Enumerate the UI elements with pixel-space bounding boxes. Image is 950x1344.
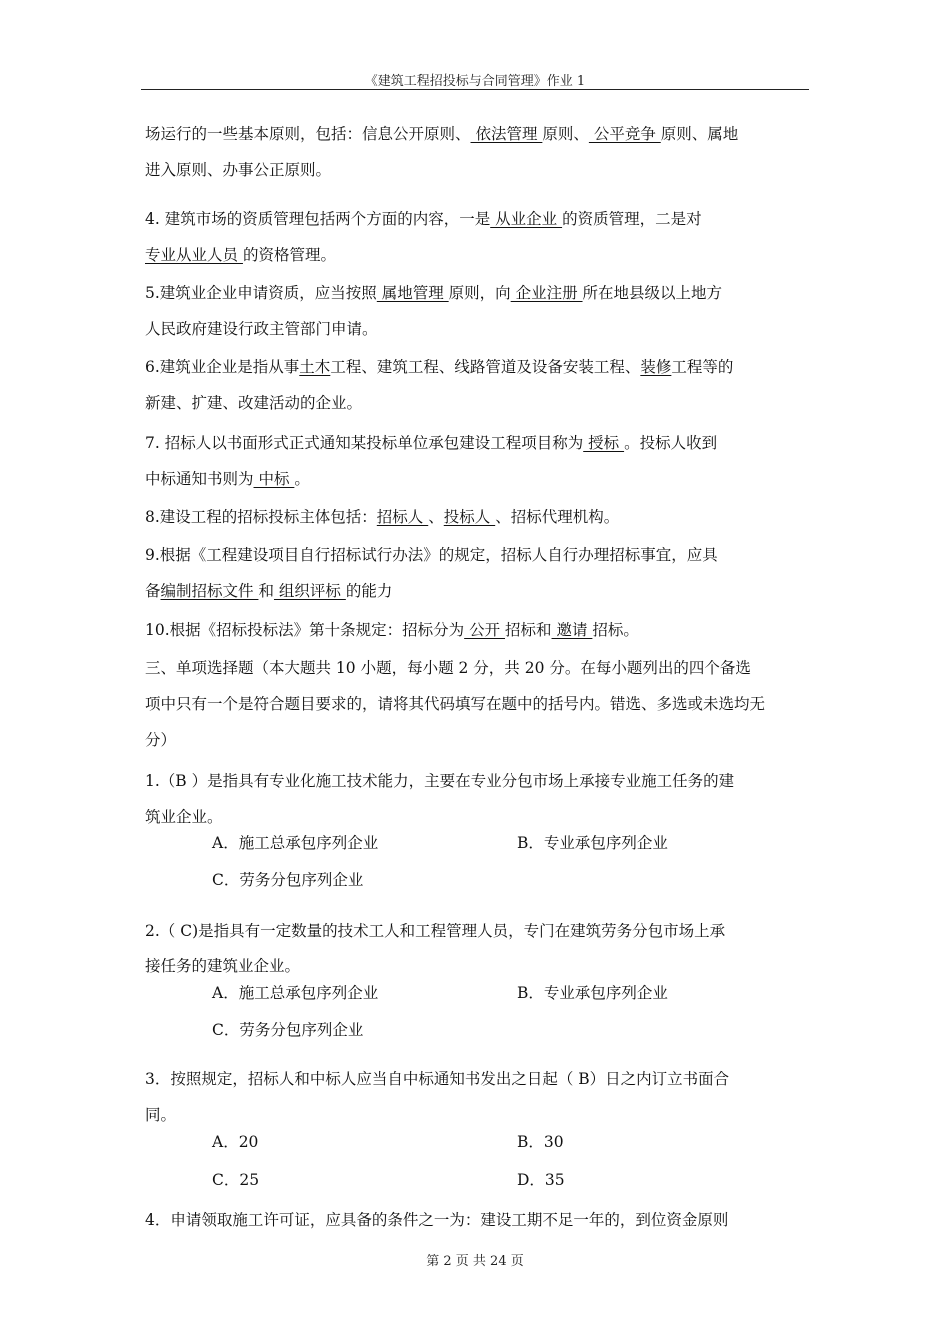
text-line xyxy=(145,433,809,453)
text-segment: 、 xyxy=(428,508,444,526)
option-q2-a: A．施工总承包序列企业 xyxy=(212,984,379,1002)
text-line xyxy=(145,1069,809,1089)
fill-in-answer: 公平竞争 xyxy=(588,125,661,143)
text-line xyxy=(145,956,809,976)
page-footer: 第 2 页 共 24 页 xyxy=(426,1254,524,1269)
text-line xyxy=(145,694,809,714)
text-segment: 场运行的一些基本原则，包括：信息公开原则、 xyxy=(145,125,471,143)
text-segment: 原则、属地 xyxy=(660,125,739,143)
text-segment: 中标通知书则为 xyxy=(145,470,254,488)
text-segment: 、招标代理机构。 xyxy=(495,508,620,526)
text-segment: 1.（B ）是指具有专业化施工技术能力，主要在专业分包市场上承接专业施工任务的建 xyxy=(145,772,735,790)
text-segment: 的能力 xyxy=(345,582,393,600)
option-q3-c: C．25 xyxy=(212,1171,260,1189)
text-line xyxy=(145,658,809,678)
fill-in-answer: 组织评标 xyxy=(273,582,346,600)
text-segment: 招标和 xyxy=(505,621,552,639)
text-segment: 新建、扩建、改建活动的企业。 xyxy=(145,394,363,412)
text-line xyxy=(145,283,809,303)
text-segment: 4. 建筑市场的资质管理包括两个方面的内容，一是 xyxy=(145,210,491,228)
option-q3-b: B．30 xyxy=(517,1133,564,1151)
text-line xyxy=(145,1210,809,1230)
option-q2-c: C．劳务分包序列企业 xyxy=(212,1021,364,1039)
text-line xyxy=(145,921,809,941)
page-header: 《建筑工程招投标与合同管理》作业 1 xyxy=(364,74,586,89)
option-q3-d: D．35 xyxy=(517,1171,565,1189)
fill-in-answer: 土木 xyxy=(299,358,331,376)
text-segment: 5.建筑业企业申请资质，应当按照 xyxy=(145,284,377,302)
text-segment: 。 xyxy=(294,470,310,488)
option-q1-c: C．劳务分包序列企业 xyxy=(212,871,364,889)
text-segment: 所在地县级以上地方 xyxy=(582,284,723,302)
text-line xyxy=(145,124,809,144)
fill-in-answer: 专业从业人员 xyxy=(145,246,243,264)
text-segment: 分） xyxy=(145,731,177,749)
text-segment: 3．按照规定，招标人和中标人应当自中标通知书发出之日起（ B）日之内订立书面合 xyxy=(145,1070,730,1088)
text-line xyxy=(145,1105,809,1125)
text-line xyxy=(145,357,809,377)
text-segment: 4．申请领取施工许可证，应具备的条件之一为：建设工期不足一年的，到位资金原则 xyxy=(145,1211,729,1229)
text-line xyxy=(145,319,809,339)
fill-in-answer: 投标人 xyxy=(443,508,496,526)
fill-in-answer: 依法管理 xyxy=(470,125,543,143)
text-line xyxy=(145,160,809,180)
text-line xyxy=(145,620,809,640)
text-line xyxy=(145,545,809,565)
text-segment: 2.（ C)是指具有一定数量的技术工人和工程管理人员，专门在建筑劳务分包市场上承 xyxy=(145,922,726,940)
text-segment: 7. 招标人以书面形式正式通知某投标单位承包建设工程项目称为 xyxy=(145,434,584,452)
text-segment: 工程、建筑工程、线路管道及设备安装工程、 xyxy=(330,358,641,376)
option-q1-a: A．施工总承包序列企业 xyxy=(212,834,379,852)
text-segment: 同。 xyxy=(145,1106,177,1124)
text-segment: 。投标人收到 xyxy=(624,434,718,452)
fill-in-answer: 编制招标文件 xyxy=(160,582,259,600)
text-segment: 9.根据《工程建设项目自行招标试行办法》的规定，招标人自行办理招标事宜，应具 xyxy=(145,546,718,564)
text-line xyxy=(145,507,809,527)
text-segment: 人民政府建设行政主管部门申请。 xyxy=(145,320,378,338)
fill-in-answer: 公开 xyxy=(464,621,506,639)
text-segment: 原则、 xyxy=(542,125,589,143)
text-segment: 8.建设工程的招标投标主体包括： xyxy=(145,508,377,526)
option-q3-a: A．20 xyxy=(212,1133,259,1151)
text-line xyxy=(145,581,809,601)
text-line xyxy=(145,393,809,413)
text-segment: 筑业企业。 xyxy=(145,808,223,826)
text-line xyxy=(145,771,809,791)
text-line xyxy=(145,807,809,827)
fill-in-answer: 邀请 xyxy=(551,621,593,639)
text-segment: 10.根据《招标投标法》第十条规定：招标分为 xyxy=(145,621,465,639)
text-segment: 原则，向 xyxy=(448,284,511,302)
text-segment: 工程等的 xyxy=(671,358,734,376)
text-line xyxy=(145,469,809,489)
text-line xyxy=(145,245,809,265)
text-segment: 和 xyxy=(258,582,274,600)
text-segment: 接任务的建筑业企业。 xyxy=(145,957,301,975)
fill-in-answer: 企业注册 xyxy=(510,284,583,302)
fill-in-answer: 从业企业 xyxy=(490,210,563,228)
text-segment: 项中只有一个是符合题目要求的，请将其代码填写在题中的括号内。错选、多选或未选均无 xyxy=(145,695,766,713)
option-q1-b: B．专业承包序列企业 xyxy=(517,834,668,852)
text-line xyxy=(145,209,809,229)
fill-in-answer: 中标 xyxy=(253,470,295,488)
header-rule xyxy=(141,89,809,90)
fill-in-answer: 属地管理 xyxy=(376,284,449,302)
fill-in-answer: 招标人 xyxy=(376,508,429,526)
text-segment: 进入原则、办事公正原则。 xyxy=(145,161,332,179)
text-segment: 的资格管理。 xyxy=(242,246,336,264)
option-q2-b: B．专业承包序列企业 xyxy=(517,984,668,1002)
text-segment: 6.建筑业企业是指从事 xyxy=(145,358,300,376)
text-segment: 的资质管理，二是对 xyxy=(562,210,702,228)
text-segment: 备 xyxy=(145,582,161,600)
fill-in-answer: 装修 xyxy=(640,358,672,376)
text-line xyxy=(145,730,809,750)
fill-in-answer: 授标 xyxy=(583,434,625,452)
text-segment: 招标。 xyxy=(592,621,639,639)
text-segment: 三、单项选择题（本大题共 10 小题，每小题 2 分，共 20 分。在每小题列出的四个备选 xyxy=(145,659,751,677)
